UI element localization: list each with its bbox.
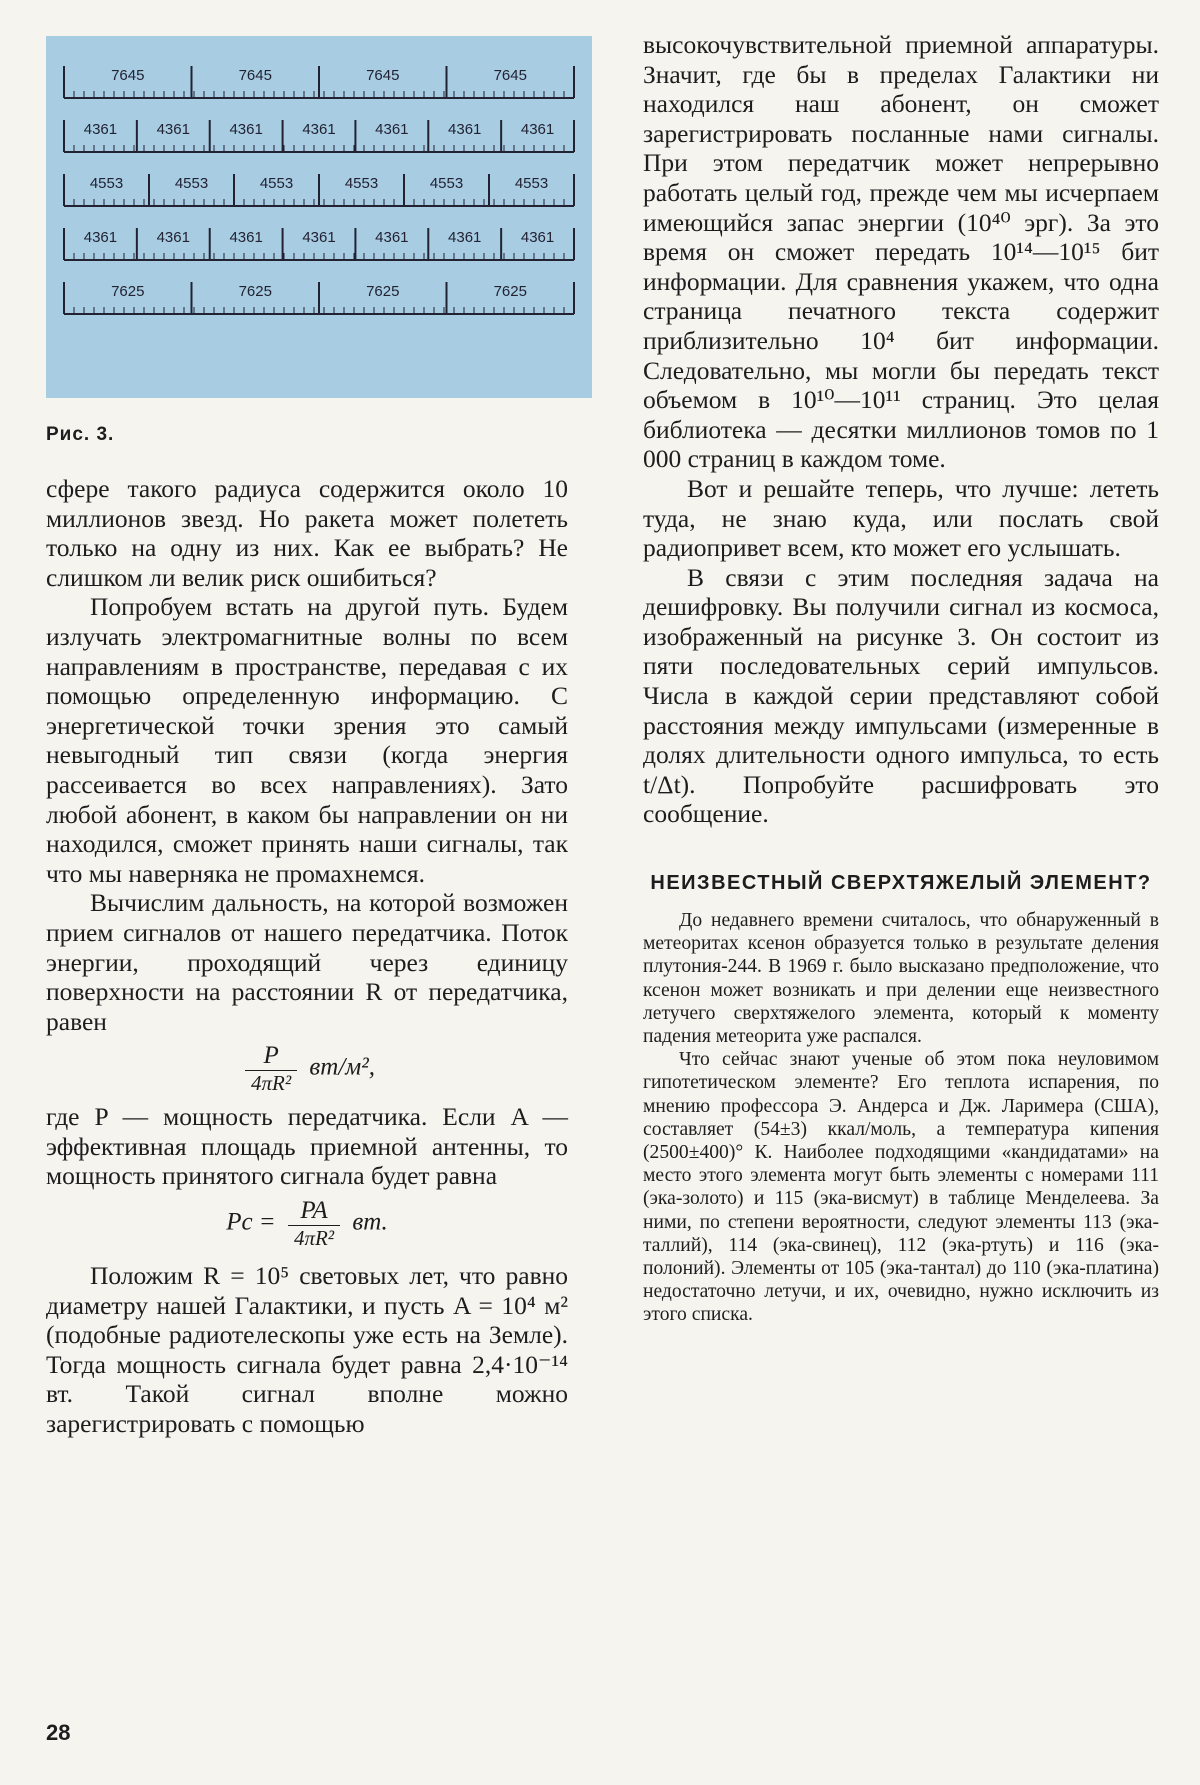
pulse-interval-label: 7625 <box>493 283 527 300</box>
section-heading: НЕИЗВЕСТНЫЙ СВЕРХТЯЖЕЛЫЙ ЭЛЕМЕНТ? <box>650 872 1152 895</box>
pulse-series-diagram <box>46 36 592 398</box>
pulse-interval-label: 4361 <box>156 121 190 138</box>
section-paragraph-1: До недавнего времени считалось, что обнаруженный в метеоритах ксенон образуется только в результате деления плутония-244. В 1969 г. было высказано предположение, что ксенон может возникать и при делении еще неизвестного летучего сверхтяжелого элемента, который к моменту падения метеорита уже распался. <box>643 910 1159 1048</box>
pulse-interval-label: 4361 <box>375 229 409 246</box>
formula-received-power <box>46 1197 568 1251</box>
right-column <box>643 30 1159 1327</box>
power-fraction <box>288 1197 340 1251</box>
pulse-interval-label: 7625 <box>111 283 145 300</box>
pulse-interval-label: 4361 <box>83 229 118 246</box>
power-unit: вт. <box>352 1208 388 1236</box>
section-body <box>643 909 1159 1327</box>
figure-3-pulse-series <box>46 36 592 398</box>
flux-unit: вт/м², <box>309 1054 375 1082</box>
pulse-interval-label: 4553 <box>344 175 379 192</box>
pulse-interval-label: 4553 <box>89 175 124 192</box>
left-paragraph-2: Попробуем встать на другой путь. Будем излучать электромагнитные волны по всем направлениям в пространстве, передавая с их помощью определенную информацию. С энергетической точки зрения это самый невыгодный тип связи (когда энергия рассеивается во всех направлениях). Зато любой абонент, в каком бы направлении он ни находился, сможет принять наши сигналы, так что мы наверняка не промахнемся. <box>46 592 568 888</box>
pulse-interval-label: 4361 <box>448 121 482 138</box>
pulse-interval-label: 4553 <box>174 175 209 192</box>
pulse-interval-label: 4361 <box>448 229 482 246</box>
pulse-interval-label: 4361 <box>229 121 263 138</box>
left-column <box>46 36 568 1439</box>
section-paragraph-2: Что сейчас знают ученые об этом пока неуловимом гипотетическом элементе? Его теплота испарения, по мнению профессора Э. Андерса и Дж. Ларимера (США), составляет (54±3) ккал/моль, а температура кипения (2500±400)° К. Наиболее подходящими «кандидатами» на место этого элемента могут быть элементы с номерами 111 (эка-золото) и 115 (эка-висмут) в таблице Менделеева. За ними, по степени вероятности, следуют элементы 113 (эка-таллий), 114 (эка-свинец), 112 (эка-ртуть) и 116 (эка-полоний). Элементы от 105 (эка-тантал) до 110 (эка-платина) недостаточно летучи, и их, очевидно, нужно исключить из этого списка. <box>643 1049 1159 1326</box>
left-paragraph-4: где P — мощность передатчика. Если A — эффективная площадь приемной антенны, то мощность принятого сигнала будет равна <box>46 1102 568 1191</box>
pulse-interval-label: 7645 <box>111 67 145 84</box>
pulse-interval-label: 4361 <box>156 229 190 246</box>
left-paragraph-3: Вычислим дальность, на которой возможен прием сигналов от нашего передатчика. Поток энергии, проходящий через единицу поверхности на расстоянии R от передатчика, равен <box>46 888 568 1036</box>
pulse-interval-label: 7645 <box>238 67 272 84</box>
left-paragraph-1: сфере такого радиуса содержится около 10 миллионов звезд. Но ракета может полететь только на одну из них. Как ее выбрать? Не слишком ли велик риск ошибиться? <box>46 474 568 592</box>
pulse-interval-label: 4553 <box>514 175 549 192</box>
pulse-interval-label: 7645 <box>493 67 527 84</box>
pulse-interval-label: 4361 <box>375 121 409 138</box>
pulse-interval-label: 4361 <box>302 229 336 246</box>
pulse-interval-label: 4361 <box>302 121 336 138</box>
pulse-interval-label: 4553 <box>429 175 464 192</box>
flux-numerator: P <box>245 1042 297 1071</box>
figure-caption: Рис. 3. <box>46 424 115 445</box>
pulse-interval-label: 4361 <box>520 121 555 138</box>
pulse-interval-label: 4361 <box>520 229 555 246</box>
pulse-interval-label: 4361 <box>229 229 263 246</box>
pulse-interval-label: 4361 <box>83 121 118 138</box>
pulse-interval-label: 7625 <box>238 283 272 300</box>
power-numerator: PA <box>288 1197 340 1226</box>
right-paragraph-1: высокочувствительной приемной аппаратуры. Значит, где бы в пределах Галактики ни находился наш абонент, он сможет зарегистрировать посланные нами сигналы. При этом передатчик может непрерывно работать целый год, прежде чем мы исчерпаем имеющийся запас энергии (10⁴⁰ эрг). За это время он сможет передать 10¹⁴—10¹⁵ бит информации. Для сравнения укажем, что одна страница печатного текста содержит приблизительно 10⁴ бит информации. Следовательно, мы могли бы передать текст объемом в 10¹⁰—10¹¹ страниц. Это целая библиотека — десятки миллионов томов по 1 000 страниц в каждом томе. <box>643 30 1159 474</box>
formula-energy-flux <box>46 1042 568 1096</box>
page-number: 28 <box>46 1720 71 1745</box>
power-lhs: Pc = <box>226 1208 276 1236</box>
pulse-interval-label: 7645 <box>366 67 400 84</box>
pulse-interval-label: 7625 <box>366 283 400 300</box>
flux-fraction <box>245 1042 297 1096</box>
pulse-interval-label: 4553 <box>259 175 294 192</box>
right-paragraph-3: В связи с этим последняя задача на дешифровку. Вы получили сигнал из космоса, изображенный на рисунке 3. Он состоит из пяти последовательных серий импульсов. Числа в каждой серии представляют собой расстояния между импульсами (измеренные в долях длительности одного импульса, то есть t/Δt). Попробуйте расшифровать это сообщение. <box>643 562 1159 829</box>
left-paragraph-5: Положим R = 10⁵ световых лет, что равно диаметру нашей Галактики, и пусть A = 10⁴ м² (подобные радиотелескопы уже есть на Земле). Тогда мощность сигнала будет равна 2,4·10⁻¹⁴ вт. Такой сигнал вполне можно зарегистрировать с помощью <box>46 1261 568 1439</box>
power-denominator: 4πR² <box>293 1226 335 1251</box>
flux-denominator: 4πR² <box>251 1071 292 1096</box>
right-paragraph-2: Вот и решайте теперь, что лучше: лететь туда, не знаю куда, или послать свой радиопривет всем, кто может его услышать. <box>643 473 1159 563</box>
